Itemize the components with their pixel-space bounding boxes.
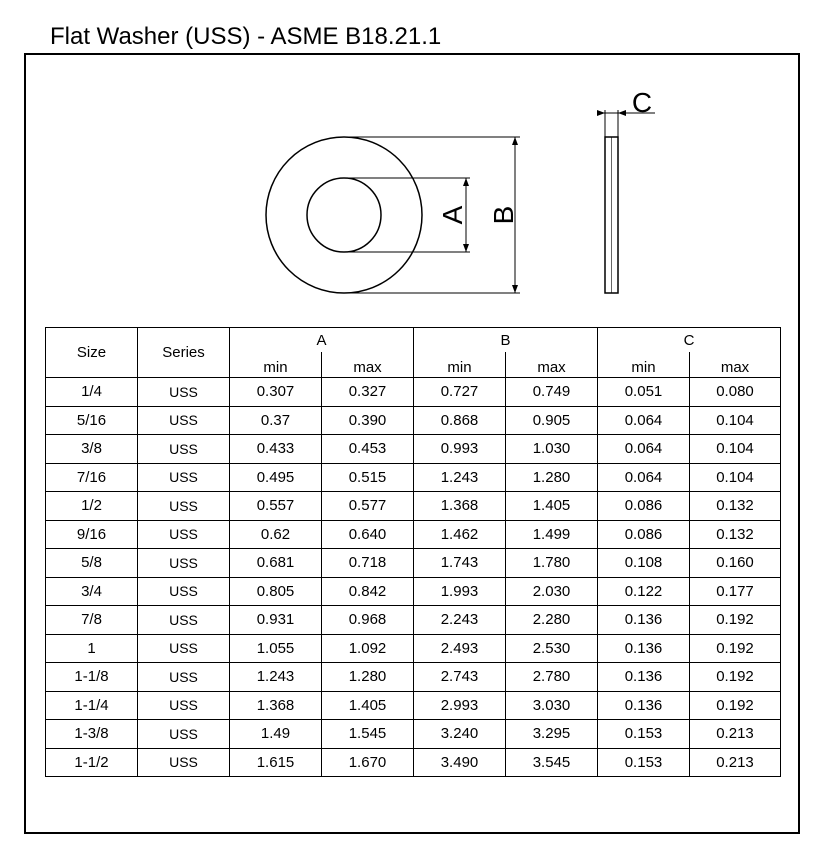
cell-b-min: 1.743 — [414, 549, 506, 578]
table-row — [46, 549, 781, 578]
cell-series: USS — [138, 634, 230, 663]
cell-a-max: 0.968 — [322, 606, 414, 635]
table-row — [46, 634, 781, 663]
cell-b-max: 3.545 — [506, 748, 598, 777]
table-row — [46, 663, 781, 692]
cell-c-min: 0.136 — [598, 691, 690, 720]
cell-series: USS — [138, 748, 230, 777]
table-row — [46, 720, 781, 749]
table-row — [46, 406, 781, 435]
cell-c-max: 0.192 — [690, 634, 781, 663]
table-body — [46, 378, 781, 777]
cell-series: USS — [138, 463, 230, 492]
cell-a-min: 0.931 — [230, 606, 322, 635]
cell-a-max: 1.092 — [322, 634, 414, 663]
cell-c-max: 0.192 — [690, 663, 781, 692]
header-group-c: C — [598, 328, 781, 353]
cell-b-min: 1.462 — [414, 520, 506, 549]
cell-b-max: 2.280 — [506, 606, 598, 635]
header-b-max: max — [506, 352, 598, 378]
cell-series: USS — [138, 577, 230, 606]
cell-b-max: 1.499 — [506, 520, 598, 549]
cell-a-min: 0.307 — [230, 378, 322, 407]
cell-c-min: 0.064 — [598, 435, 690, 464]
header-a-min: min — [230, 352, 322, 378]
cell-c-max: 0.192 — [690, 606, 781, 635]
washer-inner-circle — [307, 178, 381, 252]
cell-c-min: 0.136 — [598, 606, 690, 635]
cell-b-max: 1.405 — [506, 492, 598, 521]
header-c-max: max — [690, 352, 781, 378]
cell-a-min: 1.615 — [230, 748, 322, 777]
cell-a-min: 1.243 — [230, 663, 322, 692]
cell-b-max: 0.749 — [506, 378, 598, 407]
dim-b-arrow-top — [512, 137, 518, 145]
cell-series: USS — [138, 549, 230, 578]
cell-c-min: 0.064 — [598, 406, 690, 435]
cell-c-max: 0.104 — [690, 435, 781, 464]
dim-b-arrow-bottom — [512, 285, 518, 293]
header-c-min: min — [598, 352, 690, 378]
header-group-b: B — [414, 328, 598, 353]
cell-c-max: 0.192 — [690, 691, 781, 720]
cell-size: 3/8 — [46, 435, 138, 464]
cell-c-min: 0.051 — [598, 378, 690, 407]
cell-size: 1 — [46, 634, 138, 663]
dim-c-arrow-right — [618, 110, 626, 116]
cell-a-min: 0.495 — [230, 463, 322, 492]
cell-series: USS — [138, 406, 230, 435]
cell-b-min: 1.243 — [414, 463, 506, 492]
cell-b-min: 2.243 — [414, 606, 506, 635]
cell-a-min: 1.055 — [230, 634, 322, 663]
table-row — [46, 463, 781, 492]
cell-c-min: 0.108 — [598, 549, 690, 578]
cell-c-min: 0.153 — [598, 748, 690, 777]
cell-c-min: 0.136 — [598, 634, 690, 663]
dim-a-arrow-top — [463, 178, 469, 186]
cell-a-max: 1.670 — [322, 748, 414, 777]
header-b-min: min — [414, 352, 506, 378]
cell-b-min: 0.993 — [414, 435, 506, 464]
cell-c-min: 0.086 — [598, 520, 690, 549]
cell-a-max: 0.515 — [322, 463, 414, 492]
cell-c-max: 0.213 — [690, 720, 781, 749]
cell-a-min: 1.368 — [230, 691, 322, 720]
washer-drawing — [0, 0, 825, 325]
table-row — [46, 435, 781, 464]
dim-c-arrow-left — [597, 110, 605, 116]
cell-b-max: 0.905 — [506, 406, 598, 435]
cell-size: 1-1/8 — [46, 663, 138, 692]
table-row — [46, 748, 781, 777]
cell-a-max: 1.280 — [322, 663, 414, 692]
table-row — [46, 378, 781, 407]
cell-series: USS — [138, 663, 230, 692]
cell-a-max: 0.718 — [322, 549, 414, 578]
table-row — [46, 691, 781, 720]
cell-b-min: 1.368 — [414, 492, 506, 521]
cell-a-max: 0.390 — [322, 406, 414, 435]
cell-c-min: 0.136 — [598, 663, 690, 692]
cell-size: 1-1/4 — [46, 691, 138, 720]
cell-series: USS — [138, 492, 230, 521]
header-series: Series — [138, 328, 230, 378]
cell-size: 5/16 — [46, 406, 138, 435]
cell-a-max: 0.453 — [322, 435, 414, 464]
cell-b-max: 1.780 — [506, 549, 598, 578]
cell-c-max: 0.160 — [690, 549, 781, 578]
cell-a-max: 0.640 — [322, 520, 414, 549]
cell-c-min: 0.122 — [598, 577, 690, 606]
table-row — [46, 577, 781, 606]
cell-c-min: 0.064 — [598, 463, 690, 492]
cell-c-max: 0.132 — [690, 492, 781, 521]
cell-a-max: 1.405 — [322, 691, 414, 720]
cell-size: 1/4 — [46, 378, 138, 407]
cell-series: USS — [138, 691, 230, 720]
cell-b-min: 2.993 — [414, 691, 506, 720]
cell-b-min: 2.493 — [414, 634, 506, 663]
dim-a-label: A — [437, 205, 468, 225]
cell-a-max: 1.545 — [322, 720, 414, 749]
cell-series: USS — [138, 435, 230, 464]
cell-c-max: 0.104 — [690, 463, 781, 492]
cell-size: 3/4 — [46, 577, 138, 606]
cell-b-max: 1.030 — [506, 435, 598, 464]
cell-b-max: 2.780 — [506, 663, 598, 692]
cell-size: 7/8 — [46, 606, 138, 635]
cell-series: USS — [138, 520, 230, 549]
washer-spec-table — [45, 327, 781, 777]
cell-size: 1-3/8 — [46, 720, 138, 749]
cell-a-min: 0.805 — [230, 577, 322, 606]
page-title: Flat Washer (USS) - ASME B18.21.1 — [50, 23, 442, 50]
cell-size: 7/16 — [46, 463, 138, 492]
header-group-a: A — [230, 328, 414, 353]
header-size: Size — [46, 328, 138, 378]
cell-a-max: 0.577 — [322, 492, 414, 521]
dim-b-label: B — [488, 205, 519, 225]
cell-size: 9/16 — [46, 520, 138, 549]
cell-a-max: 0.842 — [322, 577, 414, 606]
cell-series: USS — [138, 606, 230, 635]
cell-b-max: 2.030 — [506, 577, 598, 606]
cell-b-min: 1.993 — [414, 577, 506, 606]
cell-b-max: 1.280 — [506, 463, 598, 492]
cell-c-min: 0.086 — [598, 492, 690, 521]
cell-a-min: 1.49 — [230, 720, 322, 749]
cell-a-max: 0.327 — [322, 378, 414, 407]
cell-c-max: 0.177 — [690, 577, 781, 606]
cell-b-max: 2.530 — [506, 634, 598, 663]
washer-outer-circle — [266, 137, 422, 293]
table-row — [46, 520, 781, 549]
cell-a-min: 0.433 — [230, 435, 322, 464]
cell-c-max: 0.213 — [690, 748, 781, 777]
cell-series: USS — [138, 720, 230, 749]
cell-size: 1-1/2 — [46, 748, 138, 777]
cell-b-min: 2.743 — [414, 663, 506, 692]
cell-size: 1/2 — [46, 492, 138, 521]
cell-a-min: 0.62 — [230, 520, 322, 549]
cell-a-min: 0.37 — [230, 406, 322, 435]
cell-c-max: 0.080 — [690, 378, 781, 407]
cell-b-min: 3.490 — [414, 748, 506, 777]
cell-series: USS — [138, 378, 230, 407]
dim-a-arrow-bottom — [463, 244, 469, 252]
cell-size: 5/8 — [46, 549, 138, 578]
cell-b-min: 0.868 — [414, 406, 506, 435]
cell-a-min: 0.557 — [230, 492, 322, 521]
dim-c-label: C — [631, 87, 653, 118]
cell-c-max: 0.132 — [690, 520, 781, 549]
cell-b-min: 0.727 — [414, 378, 506, 407]
cell-c-max: 0.104 — [690, 406, 781, 435]
cell-a-min: 0.681 — [230, 549, 322, 578]
cell-b-max: 3.030 — [506, 691, 598, 720]
cell-c-min: 0.153 — [598, 720, 690, 749]
header-a-max: max — [322, 352, 414, 378]
cell-b-max: 3.295 — [506, 720, 598, 749]
cell-b-min: 3.240 — [414, 720, 506, 749]
table-row — [46, 492, 781, 521]
table-row — [46, 606, 781, 635]
